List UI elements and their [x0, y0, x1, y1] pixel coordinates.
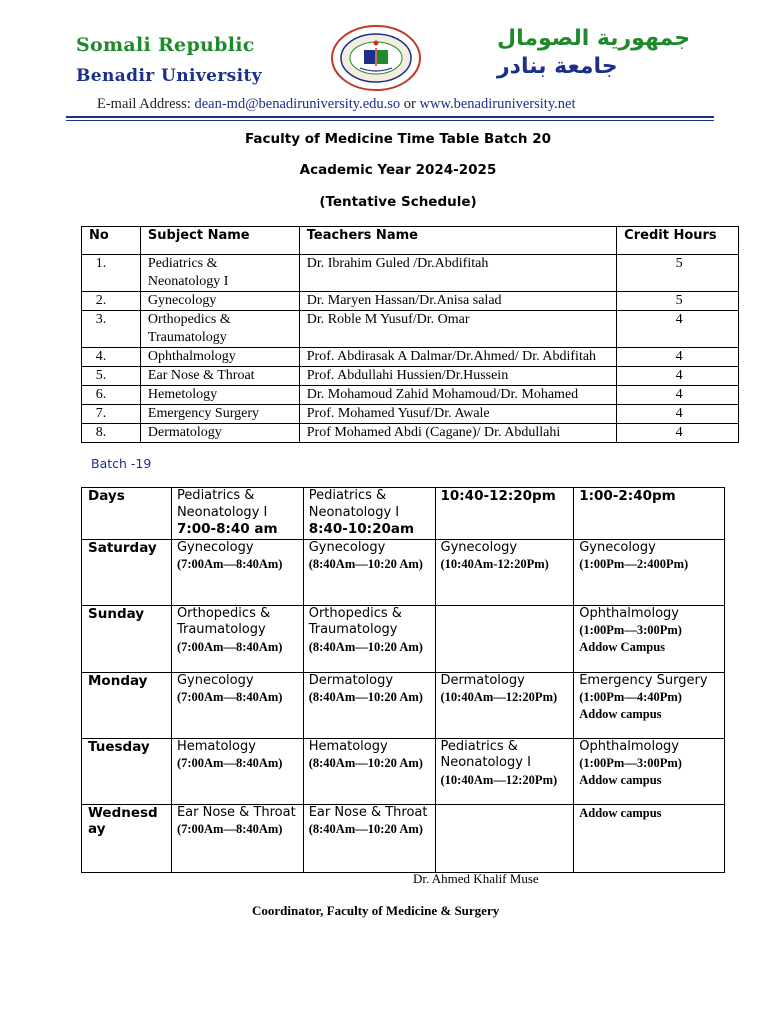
schedule-cell — [435, 738, 574, 804]
class-location: Addow Campus — [579, 639, 666, 654]
letterhead — [0, 0, 768, 122]
class-subject: Gynecology — [176, 672, 254, 688]
column-header-teachers: Teachers Name — [299, 227, 616, 255]
teachers-name: Prof. Abdirasak A Dalmar/Dr.Ahmed/ Dr. Abdifitah — [299, 348, 616, 367]
table-row — [82, 367, 739, 386]
day-label: Saturday — [82, 539, 172, 605]
class-subject: Orthopedics & Traumatology — [308, 605, 402, 637]
row-number: 3. — [82, 311, 141, 348]
schedule-cell — [171, 738, 303, 804]
day-label: Wednesday — [82, 804, 172, 872]
schedule-cell — [303, 539, 435, 605]
class-subject: Ophthalmology — [579, 738, 679, 754]
class-time: (8:40Am—10:20 Am) — [308, 822, 423, 836]
column-header-no: No — [82, 227, 141, 255]
class-subject: Pediatrics & Neonatology I — [440, 738, 531, 770]
credit-hours: 4 — [617, 386, 739, 405]
class-time: (8:40Am—10:20 Am) — [308, 557, 423, 571]
signer-title: Coordinator, Faculty of Medicine & Surgery — [252, 903, 500, 918]
schedule-cell — [171, 605, 303, 672]
university-name-arabic: جامعة بنادر — [497, 54, 618, 79]
schedule-row-wednesday — [82, 804, 725, 872]
class-location: Addow campus — [579, 772, 662, 787]
credit-hours: 4 — [617, 405, 739, 424]
class-subject: Emergency Surgery — [579, 672, 708, 688]
email-address[interactable]: dean-md@benadiruniversity.edu.so — [194, 96, 401, 112]
teachers-name: Prof Mohamed Abdi (Cagane)/ Dr. Abdullahi — [299, 424, 616, 443]
class-subject: Hematology — [176, 738, 256, 754]
header-divider-thin — [66, 120, 714, 121]
class-subject: Ear Nose & Throat — [176, 804, 296, 820]
schedule-row-monday — [82, 672, 725, 738]
row-number: 6. — [82, 386, 141, 405]
class-time: (8:40Am—10:20 Am) — [308, 690, 423, 704]
credit-hours: 4 — [617, 311, 739, 348]
table-row — [82, 348, 739, 367]
subject-name: Pediatrics & Neonatology I — [140, 255, 299, 292]
website-link[interactable]: www.benadiruniversity.net — [419, 96, 576, 112]
contact-line — [97, 96, 575, 113]
class-time: (1:00Pm—2:400Pm) — [579, 557, 689, 571]
class-time: (10:40Am—12:20Pm) — [440, 772, 558, 787]
credit-hours: 4 — [617, 367, 739, 386]
class-subject: Dermatology — [308, 672, 394, 688]
slot1-subject: Pediatrics & Neonatology I — [176, 488, 268, 520]
university-seal-logo — [330, 24, 422, 92]
credit-hours: 4 — [617, 424, 739, 443]
row-number: 5. — [82, 367, 141, 386]
subject-name: Dermatology — [140, 424, 299, 443]
teachers-name: Dr. Mohamoud Zahid Mohamoud/Dr. Mohamed — [299, 386, 616, 405]
or-text: or — [403, 96, 416, 112]
column-header-credits: Credit Hours — [617, 227, 739, 255]
days-header: Days — [82, 488, 172, 540]
email-label: E-mail Address: — [97, 96, 191, 112]
class-subject: Hematology — [308, 738, 388, 754]
subject-name: Hemetology — [140, 386, 299, 405]
class-time: (7:00Am—8:40Am) — [176, 822, 283, 836]
subject-name: Gynecology — [140, 292, 299, 311]
teachers-name: Dr. Roble M Yusuf/Dr. Omar — [299, 311, 616, 348]
schedule-status: (Tentative Schedule) — [319, 194, 477, 210]
slot3-time: 10:40-12:20pm — [440, 488, 556, 504]
schedule-cell-empty — [435, 804, 574, 872]
day-label: Monday — [82, 672, 172, 738]
day-label: Sunday — [82, 605, 172, 672]
class-time: (8:40Am—10:20 Am) — [308, 639, 423, 654]
subjects-table — [81, 226, 739, 443]
slot1-time: 7:00-8:40 am — [176, 521, 278, 537]
slot2-header — [303, 488, 435, 540]
row-number: 2. — [82, 292, 141, 311]
class-subject: Gynecology — [308, 539, 386, 555]
header-divider — [66, 116, 714, 118]
schedule-cell — [303, 738, 435, 804]
subject-name: Ear Nose & Throat — [140, 367, 299, 386]
table-row — [82, 255, 739, 292]
schedule-row-saturday — [82, 539, 725, 605]
slot3-header — [435, 488, 574, 540]
class-time: (10:40Am—12:20Pm) — [440, 690, 558, 704]
document-title: Faculty of Medicine Time Table Batch 20 — [245, 131, 551, 147]
class-subject: Gynecology — [176, 539, 254, 555]
row-number: 8. — [82, 424, 141, 443]
credit-hours: 5 — [617, 292, 739, 311]
day-label: Tuesday — [82, 738, 172, 804]
credit-hours: 5 — [617, 255, 739, 292]
class-time: (10:40Am-12:20Pm) — [440, 557, 549, 571]
signer-name: Dr. Ahmed Khalif Muse — [413, 871, 539, 886]
slot4-header — [574, 488, 725, 540]
batch-label: Batch -19 — [91, 456, 152, 471]
schedule-row-tuesday — [82, 738, 725, 804]
table-row — [82, 311, 739, 348]
schedule-cell — [303, 672, 435, 738]
class-subject: Gynecology — [579, 539, 656, 555]
academic-year: Academic Year 2024-2025 — [299, 162, 497, 178]
schedule-cell-empty — [435, 605, 574, 672]
teachers-name: Prof. Abdullahi Hussien/Dr.Hussein — [299, 367, 616, 386]
table-row — [82, 424, 739, 443]
schedule-cell — [574, 738, 725, 804]
slot2-subject: Pediatrics & Neonatology I — [308, 488, 400, 520]
subject-name: Ophthalmology — [140, 348, 299, 367]
schedule-cell — [171, 804, 303, 872]
class-subject: Dermatology — [440, 672, 525, 688]
class-location: Addow campus — [579, 706, 662, 721]
republic-name-arabic: جمهورية الصومال — [497, 26, 691, 51]
slot1-header — [171, 488, 303, 540]
class-time: (1:00Pm—3:00Pm) — [579, 756, 682, 770]
slot2-time: 8:40-10:20am — [308, 521, 415, 537]
class-subject: Gynecology — [440, 539, 518, 555]
teachers-name: Dr. Maryen Hassan/Dr.Anisa salad — [299, 292, 616, 311]
weekly-schedule-table — [81, 487, 725, 873]
republic-name-english: Somali Republic — [76, 34, 255, 56]
class-location: Addow campus — [579, 805, 662, 820]
row-number: 7. — [82, 405, 141, 424]
teachers-name: Prof. Mohamed Yusuf/Dr. Awale — [299, 405, 616, 424]
schedule-row-sunday — [82, 605, 725, 672]
teachers-name: Dr. Ibrahim Guled /Dr.Abdifitah — [299, 255, 616, 292]
subject-name: Emergency Surgery — [140, 405, 299, 424]
credit-hours: 4 — [617, 348, 739, 367]
schedule-header-row — [82, 488, 725, 540]
class-subject: Orthopedics & Traumatology — [176, 605, 271, 637]
schedule-cell — [171, 672, 303, 738]
row-number: 4. — [82, 348, 141, 367]
class-time: (7:00Am—8:40Am) — [176, 557, 283, 571]
class-time: (7:00Am—8:40Am) — [176, 756, 283, 770]
table-row — [82, 292, 739, 311]
slot4-time: 1:00-2:40pm — [579, 488, 676, 504]
schedule-cell — [574, 605, 725, 672]
schedule-cell — [303, 804, 435, 872]
table-row — [82, 386, 739, 405]
schedule-cell — [574, 672, 725, 738]
schedule-cell — [574, 804, 725, 872]
class-time: (1:00Pm—3:00Pm) — [579, 623, 682, 637]
class-subject: Ear Nose & Throat — [308, 804, 428, 820]
subject-name: Orthopedics & Traumatology — [140, 311, 299, 348]
schedule-cell — [435, 672, 574, 738]
schedule-cell — [303, 605, 435, 672]
schedule-cell — [171, 539, 303, 605]
column-header-subject: Subject Name — [140, 227, 299, 255]
class-time: (1:00Pm—4:40Pm) — [579, 690, 682, 704]
table-row — [82, 405, 739, 424]
university-name-english: Benadir University — [76, 66, 263, 86]
class-time: (7:00Am—8:40Am) — [176, 690, 283, 704]
table-header-row — [82, 227, 739, 255]
schedule-cell — [435, 539, 574, 605]
class-subject: Ophthalmology — [579, 605, 679, 621]
class-time: (8:40Am—10:20 Am) — [308, 756, 423, 770]
class-time: (7:00Am—8:40Am) — [176, 639, 283, 654]
row-number: 1. — [82, 255, 141, 292]
schedule-cell — [574, 539, 725, 605]
